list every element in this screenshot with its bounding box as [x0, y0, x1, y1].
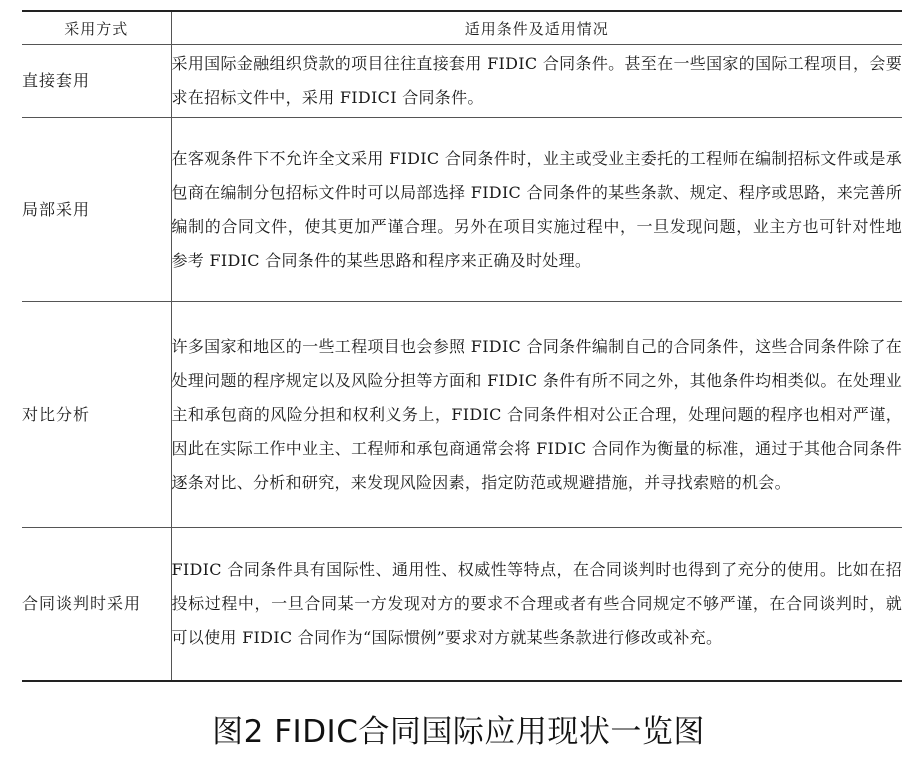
table-header-row: [22, 11, 902, 45]
header-method: 采用方式: [22, 11, 171, 45]
row-method: 合同谈判时采用: [22, 528, 171, 681]
table-row: [22, 45, 902, 118]
table-row: [22, 528, 902, 681]
row-description: 许多国家和地区的一些工程项目也会参照 FIDIC 合同条件编制自己的合同条件，这些合同条件除了在处理问题的程序规定以及风险分担等方面和 FIDIC 条件有所不同之外，其他条件均相类似。在处理业主和承包商的风险分担和权利义务上，FIDIC 合同条件相对公正合理，处理问题的程序也相对严谨，因此在实际工作中业主、工程师和承包商通常会将 FIDIC 合同作为衡量的标准，通过于其他合同条件逐条对比、分析和研究，来发现风险因素，指定防范或规避措施，并寻找索赔的机会。: [171, 302, 902, 528]
table-row: [22, 302, 902, 528]
row-description: FIDIC 合同条件具有国际性、通用性、权威性等特点，在合同谈判时也得到了充分的使用。比如在招投标过程中，一旦合同某一方发现对方的要求不合理或者有些合同规定不够严谨，在合同谈判时，就可以使用 FIDIC 合同作为“国际惯例”要求对方就某些条款进行修改或补充。: [171, 528, 902, 681]
row-method: 直接套用: [22, 45, 171, 118]
row-description: 在客观条件下不允许全文采用 FIDIC 合同条件时，业主或受业主委托的工程师在编制招标文件或是承包商在编制分包招标文件时可以局部选择 FIDIC 合同条件的某些条款、规定、程序或思路，来完善所编制的合同文件，使其更加严谨合理。另外在项目实施过程中，一旦发现问题，业主方也可针对性地参考 FIDIC 合同条件的某些思路和程序来正确及时处理。: [171, 118, 902, 302]
row-method: 局部采用: [22, 118, 171, 302]
table-row: [22, 118, 902, 302]
row-description: 采用国际金融组织贷款的项目往往直接套用 FIDIC 合同条件。甚至在一些国家的国际工程项目，会要求在招标文件中，采用 FIDICI 合同条件。: [171, 45, 902, 118]
fidic-application-table: [22, 10, 902, 682]
figure-caption: 图2 FIDIC合同国际应用现状一览图: [212, 714, 705, 750]
header-conditions: 适用条件及适用情况: [171, 11, 902, 45]
row-method: 对比分析: [22, 302, 171, 528]
